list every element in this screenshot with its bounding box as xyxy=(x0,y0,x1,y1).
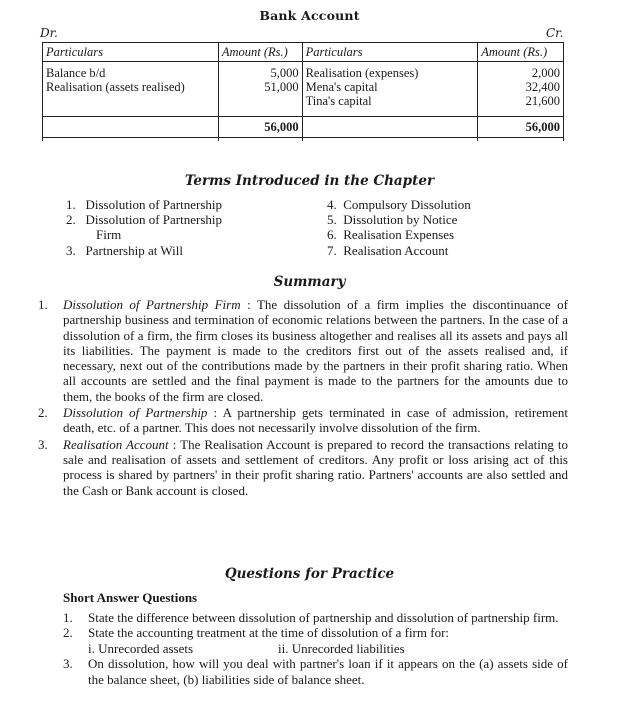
account-title: Bank Account xyxy=(259,8,360,23)
header-amount-cr: Amount (Rs.) xyxy=(478,43,564,62)
term-item-continuation: Firm xyxy=(96,227,122,242)
table-total-row xyxy=(43,117,564,138)
term-item: 1. Dissolution of Partnership xyxy=(66,197,222,212)
bank-account-table xyxy=(42,42,564,141)
header-amount-dr: Amount (Rs.) xyxy=(218,43,302,62)
debit-label: Dr. xyxy=(40,26,58,40)
term-item: 4. Compulsory Dissolution xyxy=(327,197,471,212)
terms-heading: Terms Introduced in the Chapter xyxy=(184,173,435,189)
summary-term: Dissolution of Partnership xyxy=(63,405,208,421)
summary-term: Realisation Account xyxy=(63,436,169,452)
header-particulars-cr: Particulars xyxy=(302,43,478,62)
debit-amount: 51,000 xyxy=(264,80,299,94)
credit-particulars-cell xyxy=(302,62,478,117)
debit-amounts-cell xyxy=(218,62,302,117)
debit-amount: 5,000 xyxy=(270,66,299,80)
question-options xyxy=(63,641,568,657)
credit-total: 56,000 xyxy=(478,117,564,138)
term-item: 2. Dissolution of Partnership xyxy=(66,212,222,227)
term-item: 5. Dissolution by Notice xyxy=(327,212,458,227)
credit-particular: Tina's capital xyxy=(305,94,372,108)
credit-amount: 21,600 xyxy=(525,94,560,108)
question-option: ii. Unrecorded liabilities xyxy=(278,640,405,656)
summary-list xyxy=(38,297,568,499)
summary-item: 1. Dissolution of Partnership Firm : The dissolution of a firm implies the discontinuance of partnership business and termination of economic relations between the partners. In the case of a dissolution of a firm, the firm closes its business altogether and realises all its assets and pays all its liabilities. The payment is made to the creditors first out of the assets realised and, if necessary, next out of the contributions made by the partners in their profit sharing ratio. When all accounts are settled and the final payment is made to the partners for the amounts due to them, the books of the firm are closed. xyxy=(38,297,568,404)
credit-particular: Mena's capital xyxy=(305,80,378,94)
question-item: 2. State the accounting treatment at the time of dissolution of a firm for: xyxy=(63,625,450,640)
header-particulars-dr: Particulars xyxy=(43,43,219,62)
summary-item: 3. Realisation Account : The Realisation Account is prepared to record the transactions relating to sale and realisation of assets and settlement of creditors. Any profit or loss arising act of this process is shared by partners' in their profit sharing ratio. Partners' accounts are also settled and the Cash or Bank account is closed. xyxy=(38,436,568,498)
term-item: 7. Realisation Account xyxy=(327,243,449,258)
question-option: i. Unrecorded assets xyxy=(88,640,194,656)
question-item: 3. On dissolution, how will you deal with partner's loan if it appears on the (a) assets side of the balance sheet, (b) liabilities side of balance sheet. xyxy=(63,656,568,687)
questions-subheading: Short Answer Questions xyxy=(63,590,198,605)
table-body-row xyxy=(43,62,564,117)
credit-amount: 32,400 xyxy=(525,80,560,94)
credit-amounts-cell xyxy=(478,62,564,117)
questions-heading: Questions for Practice xyxy=(224,566,395,582)
summary-heading: Summary xyxy=(273,274,346,290)
credit-amount: 2,000 xyxy=(531,66,560,80)
credit-label: Cr. xyxy=(546,26,564,40)
summary-text: : The Realisation Account is prepared to record the transactions relating to sale and realisation of assets and settlement of creditors. Any profit or loss arising act of this process is shared by partners' in their profit sharing ratio. Partners' accounts are also settled and the Cash or Bank account is closed. xyxy=(63,436,568,498)
debit-particular: Realisation (assets realised) xyxy=(46,80,185,94)
term-item: 6. Realisation Expenses xyxy=(327,227,455,242)
summary-term: Dissolution of Partnership Firm xyxy=(63,297,241,312)
table-header-row xyxy=(43,43,564,62)
credit-particular: Realisation (expenses) xyxy=(305,66,419,80)
summary-text: : A partnership gets terminated in case of admission, retirement death, etc. of a partner. This does not necessarily involve dissolution of the firm. xyxy=(63,405,568,436)
debit-particular: Balance b/d xyxy=(46,66,106,80)
term-item: 3. Partnership at Will xyxy=(66,243,183,258)
questions-section xyxy=(63,590,568,687)
debit-total: 56,000 xyxy=(218,117,302,138)
summary-item: 2. Dissolution of Partnership : A partnership gets terminated in case of admission, retirement death, etc. of a partner. This does not necessarily involve dissolution of the firm. xyxy=(38,405,568,436)
question-item: 1. State the difference between dissolution of partnership and dissolution of partnership firm. xyxy=(63,609,559,625)
debit-particulars-cell xyxy=(43,62,219,117)
summary-text: : The dissolution of a firm implies the discontinuance of partnership business and termination of economic relations between the partners. In the case of a dissolution of a firm, the firm closes its business altogether and realises all its assets and pays all its liabilities. The payment is made to the creditors first out of the assets realised and, if necessary, next out of the contributions made by the partners in their profit sharing ratio. When all accounts are settled and the final payment is made to the partners for the amounts due to them, the books of the firm are closed. xyxy=(63,297,568,404)
